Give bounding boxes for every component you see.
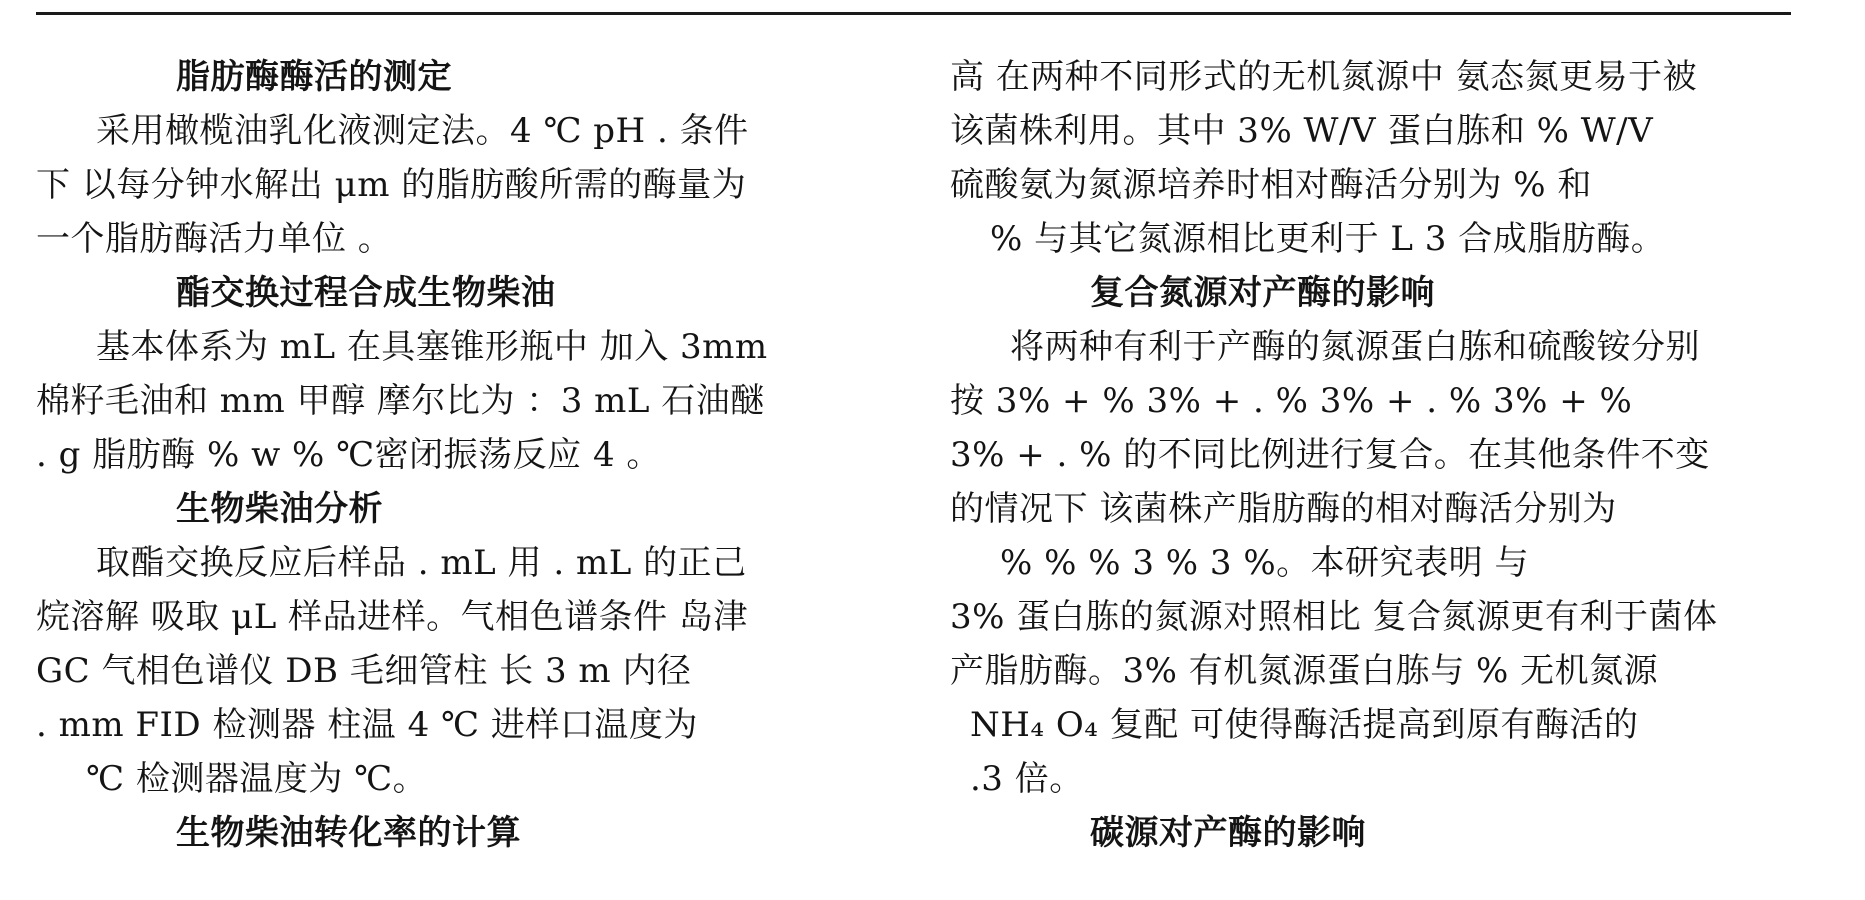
section-heading-conversion-rate: 生物柴油转化率的计算 [176,813,521,853]
paragraph-line: 将两种有利于产酶的氮源蛋白胨和硫酸铵分别 [1010,327,1700,367]
section-heading-composite-nitrogen: 复合氮源对产酶的影响 [1090,273,1435,313]
section-heading-biodiesel-analysis: 生物柴油分析 [176,489,383,529]
paragraph-line: 一个脂肪酶活力单位 。 [36,219,393,259]
top-rule [36,12,1791,15]
paragraph-line: 采用橄榄油乳化液测定法。4 ℃ pH . 条件 [96,111,749,151]
paragraph-line: 取酯交换反应后样品 . mL 用 . mL 的正己 [96,543,747,583]
paragraph-line: . g 脂肪酶 % w % ℃密闭振荡反应 4 。 [36,435,661,475]
paragraph-line: 基本体系为 mL 在具塞锥形瓶中 加入 3mm [96,327,768,367]
paragraph-line: 按 3% + % 3% + . % 3% + . % 3% + % [950,381,1633,421]
paragraph-line: 硫酸氨为氮源培养时相对酶活分别为 % 和 [950,165,1592,205]
paragraph-line: .3 倍。 [970,759,1084,799]
paragraph-line: ℃ 检测器温度为 ℃。 [86,759,428,799]
section-heading-carbon-source: 碳源对产酶的影响 [1090,813,1366,853]
paragraph-line: 烷溶解 吸取 μL 样品进样。气相色谱条件 岛津 [36,597,748,637]
paragraph-line: 的情况下 该菌株产脂肪酶的相对酶活分别为 [950,489,1617,529]
paragraph-line: 产脂肪酶。3% 有机氮源蛋白胨与 % 无机氮源 [950,651,1659,691]
paragraph-line: 3% + . % 的不同比例进行复合。在其他条件不变 [950,435,1710,475]
paragraph-line: % % % 3 % 3 %。本研究表明 与 [1000,543,1529,583]
paragraph-line: 3% 蛋白胨的氮源对照相比 复合氮源更有利于菌体 [950,597,1718,637]
paragraph-line: NH₄ O₄ 复配 可使得酶活提高到原有酶活的 [970,705,1639,745]
paragraph-line: 该菌株利用。其中 3% W/V 蛋白胨和 % W/V [950,111,1654,151]
paragraph-line: . mm FID 检测器 柱温 4 ℃ 进样口温度为 [36,705,698,745]
paragraph-line: GC 气相色谱仪 DB 毛细管柱 长 3 m 内径 [36,651,692,691]
paragraph-line: 下 以每分钟水解出 μm 的脂肪酸所需的酶量为 [36,165,747,205]
paragraph-line: 棉籽毛油和 mm 甲醇 摩尔比为 ：3 mL 石油醚 [36,381,765,421]
paragraph-line: 高 在两种不同形式的无机氮源中 氨态氮更易于被 [950,57,1698,97]
section-heading-transesterification: 酯交换过程合成生物柴油 [176,273,556,313]
paragraph-line: % 与其它氮源相比更利于 L 3 合成脂肪酶。 [990,219,1666,259]
section-heading-lipase-activity: 脂肪酶酶活的测定 [176,57,452,97]
